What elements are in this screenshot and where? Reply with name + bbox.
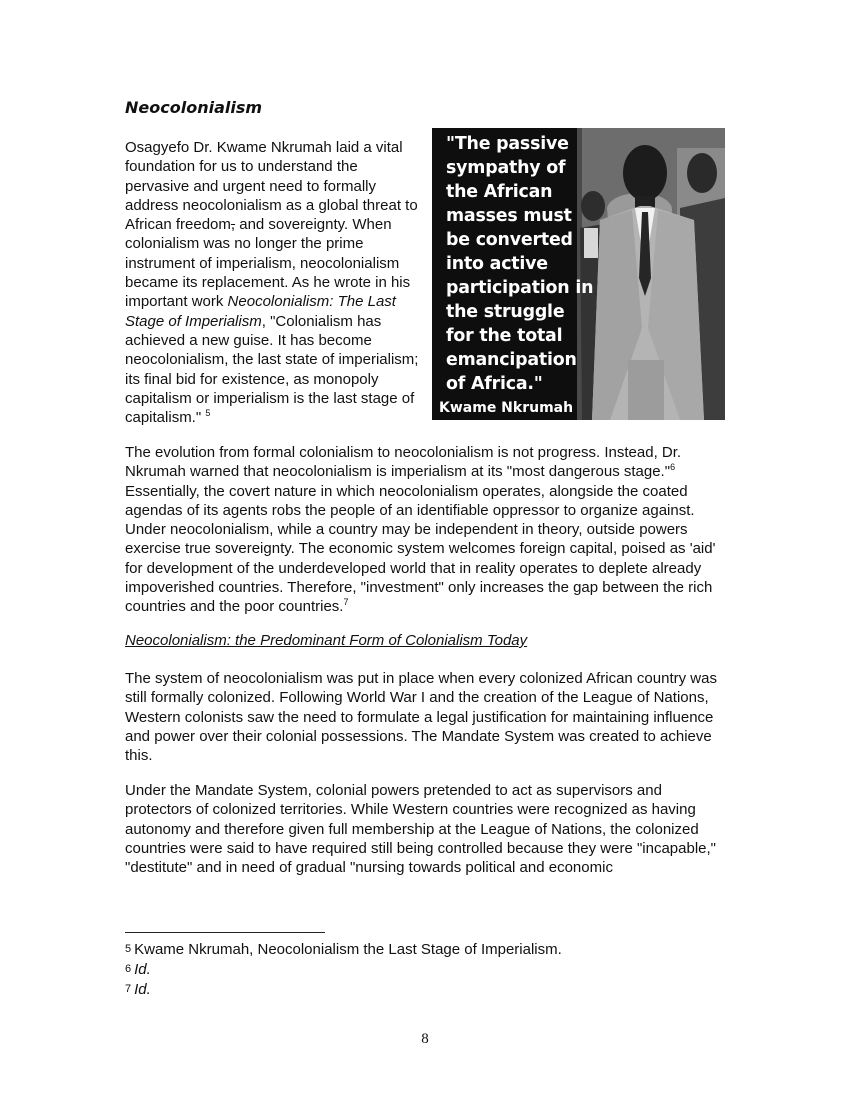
book-title: Neocolonialism: The Last Stage of Imperialism bbox=[125, 293, 396, 330]
footnote-7 bbox=[125, 981, 151, 998]
intro-text-2: and sovereignty. When colonialism was no longer the prime instrument of imperialism, neocolonialism became its replacement. As he wrote in his important work bbox=[125, 216, 411, 311]
footnote-text: Id. bbox=[134, 981, 151, 998]
footnote-divider bbox=[125, 932, 325, 933]
para2-text-2: Essentially, the covert nature in which neocolonialism operates, alongside the coated agendas of its agents robs the people of an identifiable oppressor to organize against. Under neocolonialism, while a country may be independent in theory, outside powers exercise true sovereignty. The economic system welcomes foreign capital, poised as 'aid' for development of the underdeveloped world that in reality operates to deplete already impoverished countries. Therefore, "investment" only increases the gap between the rich countries and the poor countries. bbox=[125, 482, 716, 616]
footnote-ref-6: 6 bbox=[670, 462, 676, 473]
footnote-text: Kwame Nkrumah, Neocolonialism the Last Stage of Imperialism. bbox=[134, 941, 562, 958]
paragraph-mandate-origin: The system of neocolonialism was put in place when every colonized African country was still formally colonized. Following World War I and the creation of the League of Nations, Western colonists saw the need to formulate a legal justification for maintaining influence and power over their colonial possessions. The Mandate System was created to achieve this. bbox=[125, 670, 717, 765]
intro-paragraph bbox=[125, 138, 425, 427]
paragraph-mandate-system: Under the Mandate System, colonial powers pretended to act as supervisors and protectors of colonized territories. While Western countries were recognized as having autonomy and therefore given full membership at the League of Nations, the colonized countries were said to have required still being controlled because they were "incapable," "destitute" and in need of gradual "nursing towards political and economic bbox=[125, 782, 716, 877]
para2-text-1: The evolution from formal colonialism to neocolonialism is not progress. Instead, Dr. Nkrumah warned that neocolonialism is imperialism at its "most dangerous stage." bbox=[125, 444, 682, 481]
footnote-6 bbox=[125, 961, 151, 978]
footnote-5 bbox=[125, 941, 562, 958]
footnote-number: 5 bbox=[125, 943, 132, 955]
footnote-text: Id. bbox=[134, 961, 151, 978]
quote-author: Kwame Nkrumah bbox=[439, 400, 574, 416]
section-heading: Neocolonialism bbox=[125, 98, 263, 117]
struck-comma: , bbox=[230, 216, 236, 234]
intro-text-3: , "Colonialism has achieved a new guise. It has become neocolonialism, the last state of imperialism; its final bid for existence, as monopoly capitalism or imperialism is the last stage of capitalism." bbox=[125, 312, 419, 427]
paragraph-evolution bbox=[125, 443, 727, 617]
footnote-number: 6 bbox=[125, 963, 132, 975]
footnote-ref-5: 5 bbox=[205, 408, 211, 419]
subheading: Neocolonialism: the Predominant Form of Colonialism Today bbox=[125, 632, 528, 649]
intro-text-1: Osagyefo Dr. Kwame Nkrumah laid a vital foundation for us to understand the pervasive and urgent need to formally address neocolonialism as a global threat to African freedom bbox=[125, 139, 418, 234]
quote-text: "The passive sympathy of the African masses must be converted into active participation in the struggle for the total emancipation of Africa." bbox=[446, 134, 594, 394]
quote-image bbox=[432, 128, 725, 420]
footnote-ref-7: 7 bbox=[343, 597, 349, 608]
footnote-number: 7 bbox=[125, 983, 132, 995]
page-number: 8 bbox=[421, 1031, 429, 1047]
